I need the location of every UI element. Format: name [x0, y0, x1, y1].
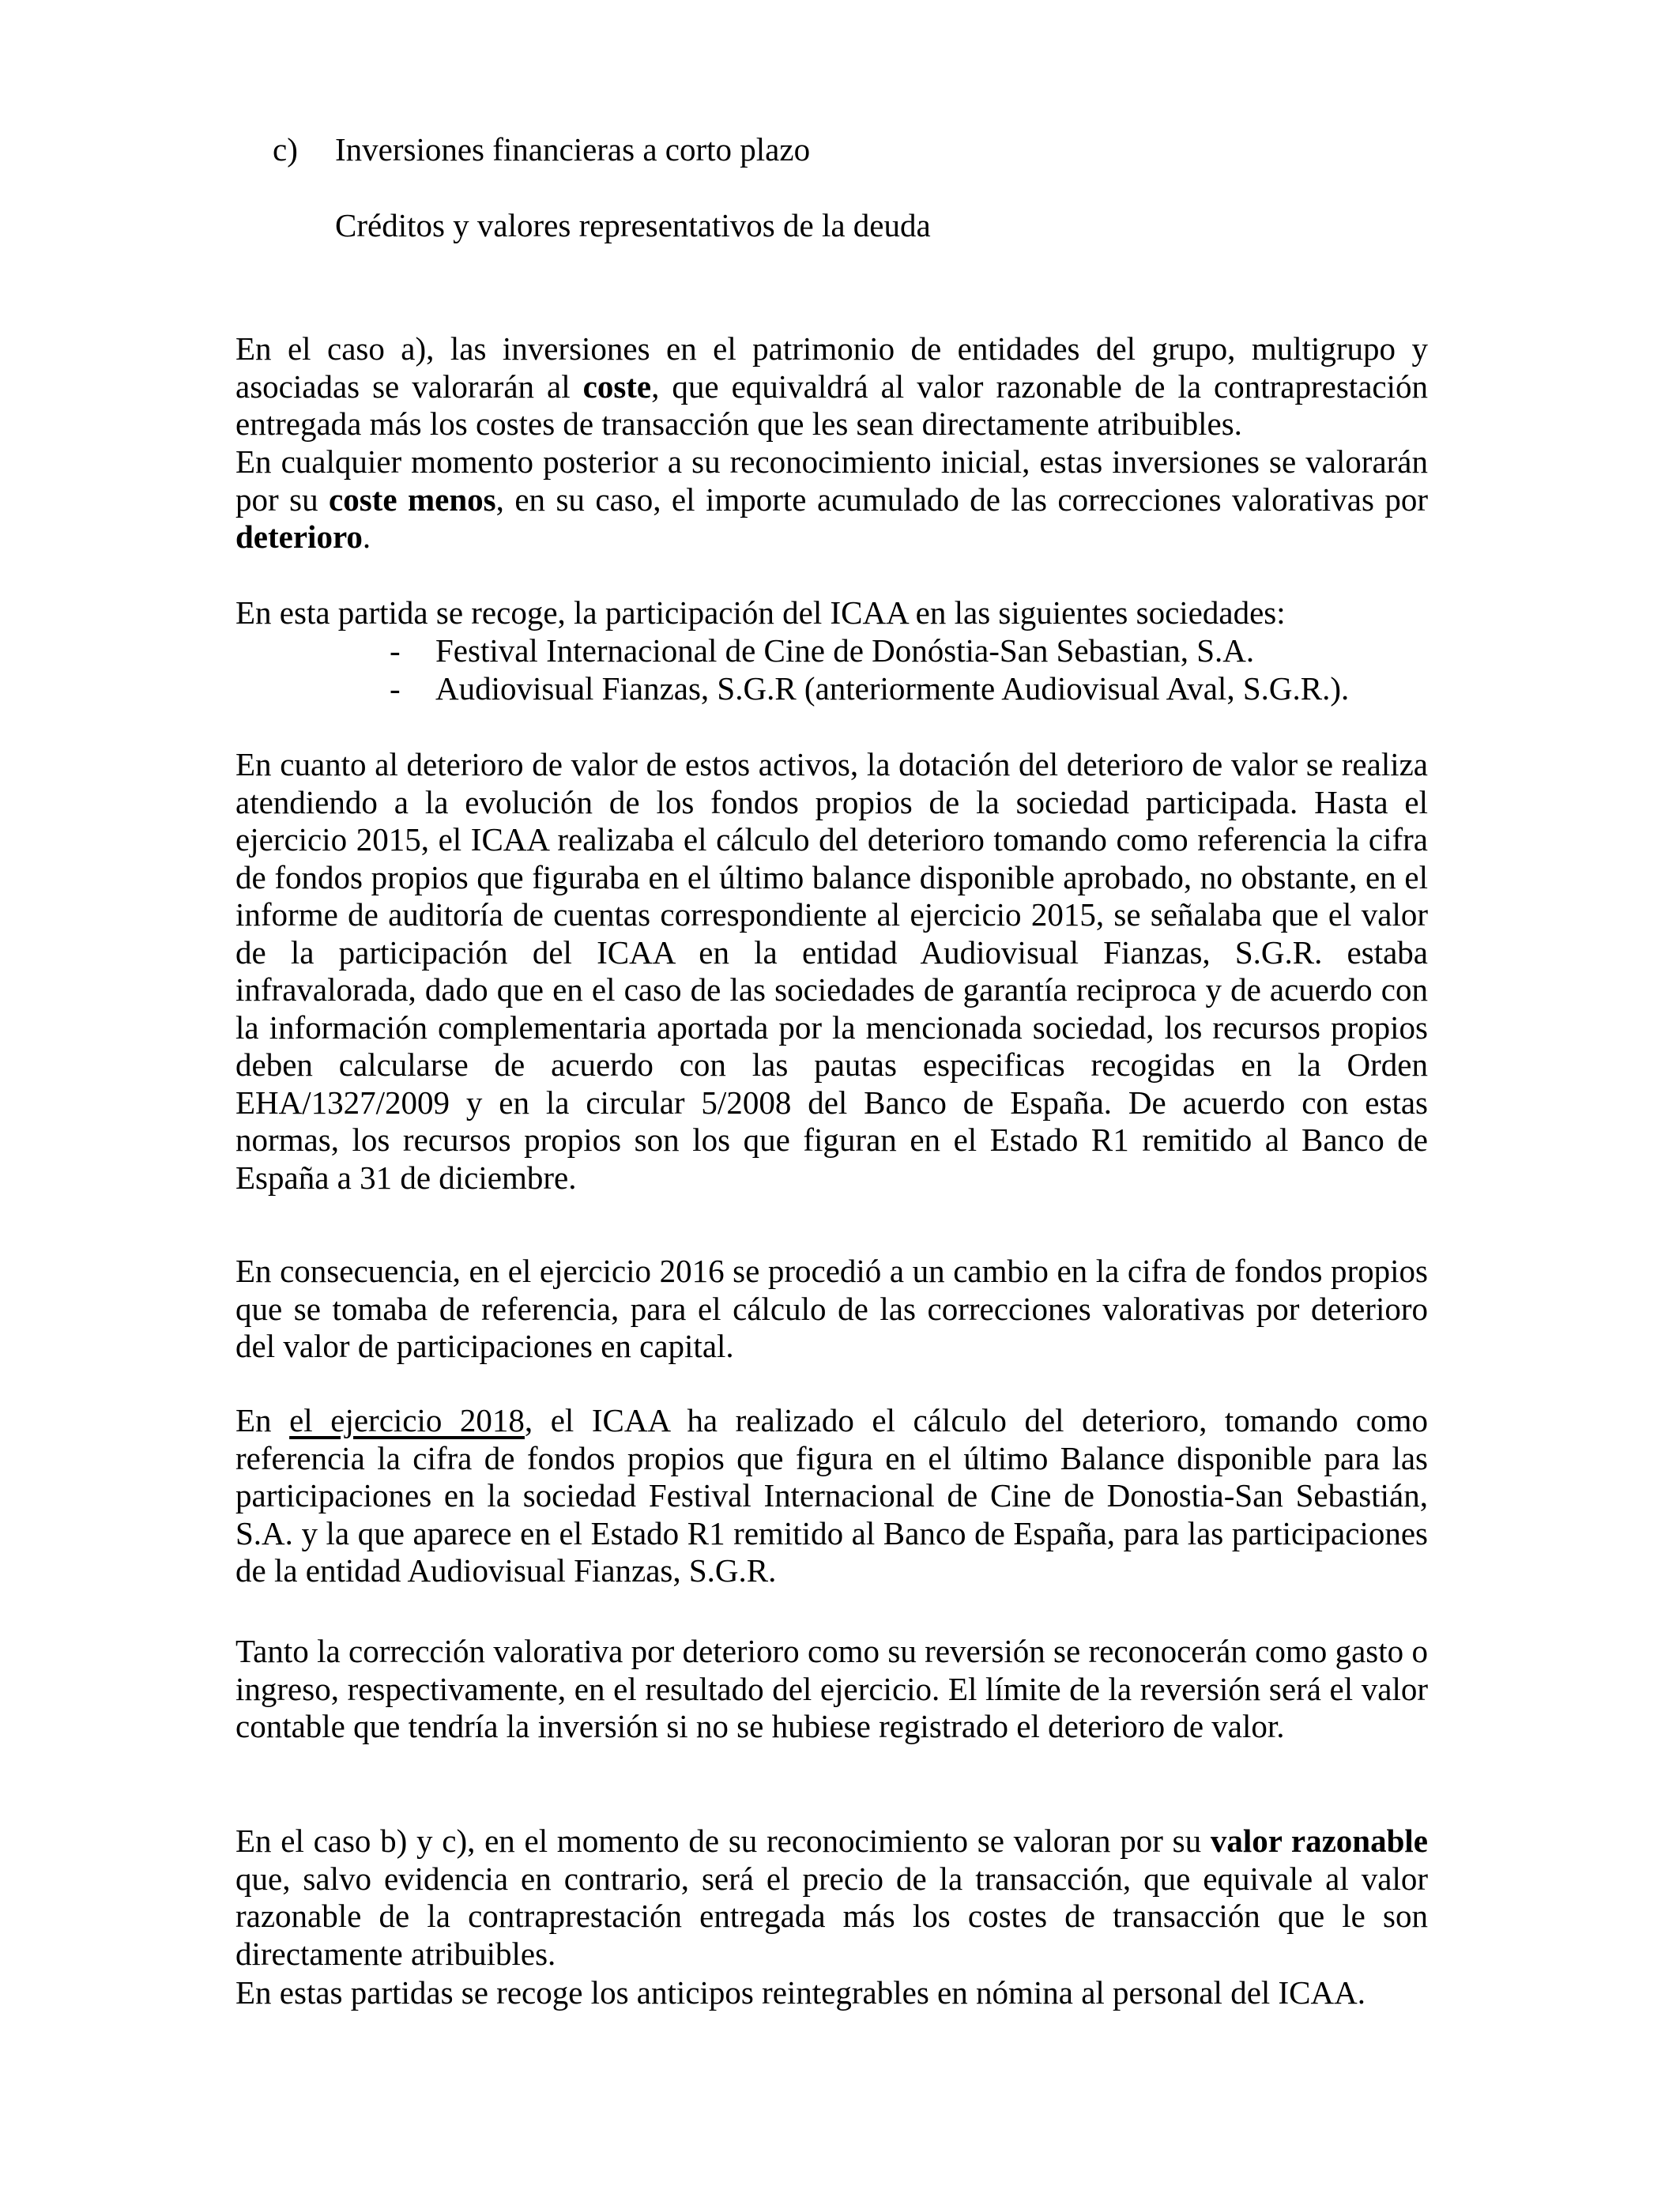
bold-term: coste	[582, 368, 652, 405]
underlined-phrase: el ejercicio 2018	[289, 1402, 525, 1438]
bold-term: coste menos	[329, 481, 496, 518]
list-bullet: -	[390, 670, 401, 707]
bold-term: valor razonable	[1210, 1823, 1429, 1859]
bold-term: deterioro	[235, 518, 363, 555]
section-subtitle: Créditos y valores representativos de la deuda	[335, 207, 931, 243]
paragraph-3: En esta partida se recoge, la participación del ICAA en las siguientes sociedades:	[235, 594, 1286, 631]
paragraph-6: En el ejercicio 2018, el ICAA ha realizado el cálculo del deterioro, tomando como referencia la cifra de fondos propios que figura en el último Balance disponible para las participaciones en la sociedad Festival Internacional de Cine de Donostia-San Sebastián, S.A. y la que aparece en el Estado R1 remitido al Banco de España, para las participaciones de la entidad Audiovisual Fianzas, S.G.R.	[235, 1402, 1429, 1589]
list-item-text: Festival Internacional de Cine de Donóstia-San Sebastian, S.A.	[435, 632, 1255, 669]
section-label	[273, 131, 298, 169]
paragraph-4: En cuanto al deterioro de valor de estos activos, la dotación del deterioro de valor se realiza atendiendo a la evolución de los fondos propios de la sociedad participada. Hasta el ejercicio 2015, el ICAA realizaba el cálculo del deterioro tomando como referencia la cifra de fondos propios que figuraba en el último balance disponible aprobado, no obstante, en el informe de auditoría de cuentas correspondiente al ejercicio 2015, se señalaba que el valor de la participación del ICAA en la entidad Audiovisual Fianzas, S.G.R. estaba infravalorada, dado que en el caso de las sociedades de garantía reciproca y de acuerdo con la información complementaria aportada por la mencionada sociedad, los recursos propios deben calcularse de acuerdo con las pautas especificas recogidas en la Orden EHA/1327/2009 y en la circular 5/2008 del Banco de España. De acuerdo con estas normas, los recursos propios son los que figuran en el Estado R1 remitido al Banco de España a 31 de diciembre.	[235, 746, 1428, 1196]
paragraph-9: En estas partidas se recoge los anticipos reintegrables en nómina al personal del ICAA.	[235, 1974, 1365, 2011]
paragraph-5: En consecuencia, en el ejercicio 2016 se procedió a un cambio en la cifra de fondos propios que se tomaba de referencia, para el cálculo de las correcciones valorativas por deterioro del valor de participaciones en capital.	[235, 1253, 1428, 1364]
paragraph-1: En el caso a), las inversiones en el patrimonio de entidades del grupo, multigrupo y asociadas se valorarán al coste, que equivaldrá al valor razonable de la contraprestación entregada más los costes de transacción que les sean directamente atribuibles.	[235, 330, 1428, 442]
list-item	[390, 670, 1349, 708]
paragraph-8: En el caso b) y c), en el momento de su reconocimiento se valoran por su valor razonable que, salvo evidencia en contrario, será el precio de la transacción, que equivale al valor razonable de la contraprestación entregada más los costes de transacción que le son directamente atribuibles.	[235, 1823, 1429, 1972]
list-item-text: Audiovisual Fianzas, S.G.R (anteriormente Audiovisual Aval, S.G.R.).	[435, 670, 1350, 707]
paragraph-7: Tanto la corrección valorativa por deterioro como su reversión se reconocerán como gasto o ingreso, respectivamente, en el resultado del ejercicio. El límite de la reversión será el valor contable que tendría la inversión si no se hubiese registrado el deterioro de valor.	[235, 1633, 1428, 1744]
list-bullet: -	[390, 632, 401, 669]
list-item	[390, 632, 1254, 670]
section-title: Inversiones financieras a corto plazo	[335, 131, 811, 168]
paragraph-2: En cualquier momento posterior a su reconocimiento inicial, estas inversiones se valorarán por su coste menos, en su caso, el importe acumulado de las correcciones valorativas por deterioro.	[235, 443, 1429, 555]
item-label: c)	[273, 131, 298, 168]
